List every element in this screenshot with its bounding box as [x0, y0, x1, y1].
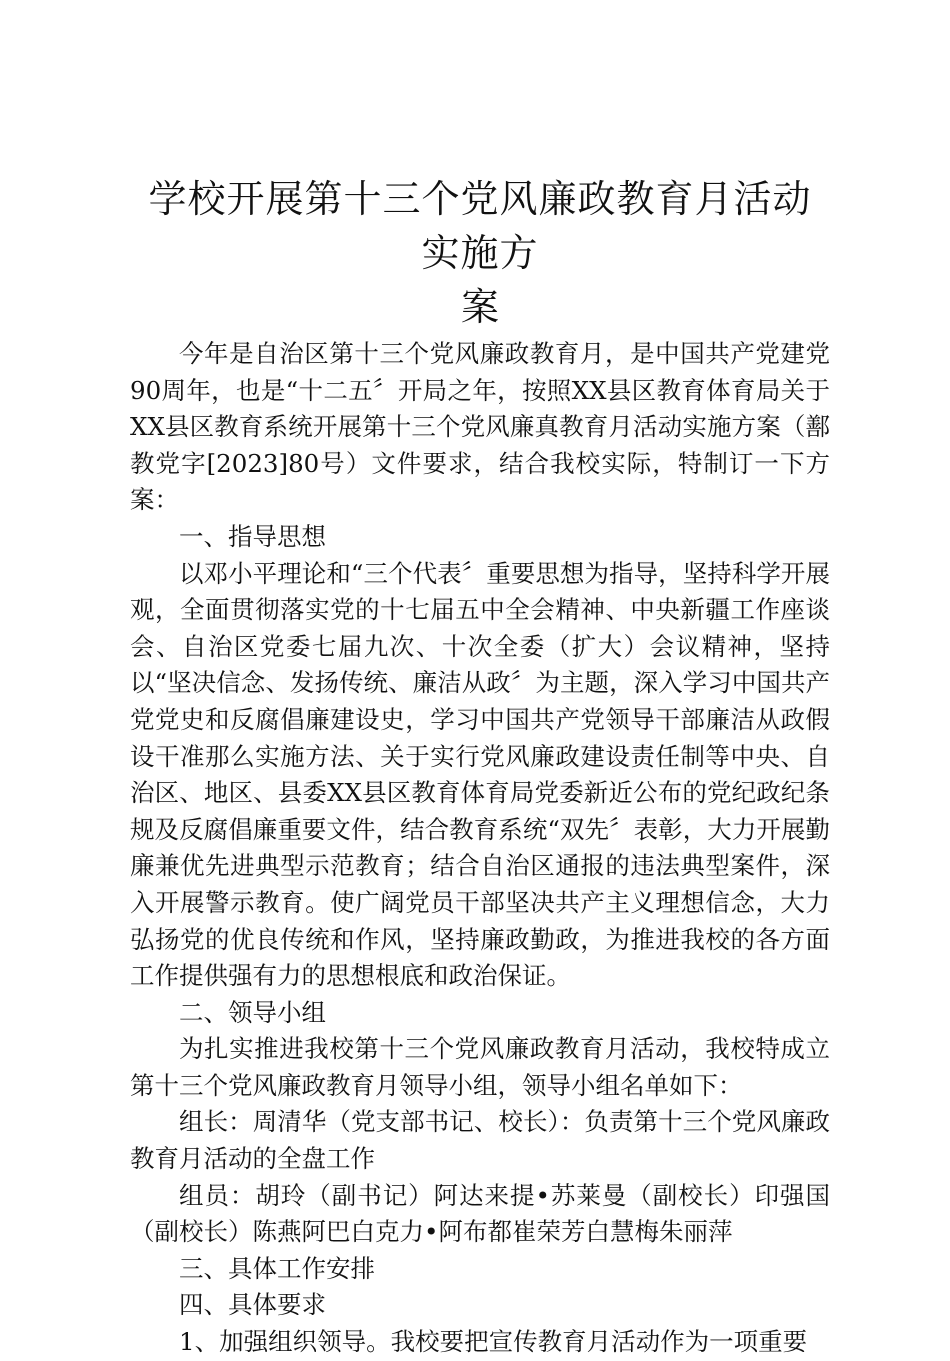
document-body: [130, 336, 830, 1361]
section-heading-work-arrangement: 三、具体工作安排: [179, 1253, 375, 1283]
requirement-item-1: 1、加强组织领导。我校要把宣传教育月活动作为一项重要: [179, 1327, 808, 1357]
intro-paragraph: 今年是自治区第十三个党风廉政教育月，是中国共产党建党90周年，也是“十二五〞开局之年，按照XX县区教育体育局关于XX县区教育系统开展第十三个党风廉真教育月活动实施方案（鄯教党字[2023]80号）文件要求，结合我校实际，特制订一下方案：: [130, 339, 830, 515]
group-members-paragraph: 组员：胡玲（副书记）阿达来提•苏莱曼（副校长）印强国（副校长）陈燕阿巴白克力•阿布都崔荣芳白慧梅朱丽萍: [130, 1180, 830, 1247]
document-title: [130, 172, 830, 334]
leadership-group-paragraph: 为扎实推进我校第十三个党风廉政教育月活动，我校特成立第十三个党风廉政教育月领导小组，领导小组名单如下：: [130, 1034, 830, 1100]
title-line-2: 案: [460, 285, 499, 329]
title-line-1: 学校开展第十三个党风廉政教育月活动实施方: [148, 177, 812, 275]
section-heading-guiding-ideology: 一、指导思想: [179, 521, 326, 551]
guiding-ideology-paragraph: 以邓小平理论和“三个代表〞重要思想为指导，坚持科学开展观，全面贯彻落实党的十七届五中全会精神、中央新疆工作座谈会、自治区党委七届九次、十次全委（扩大）会议精神，坚持以“坚决信念、发扬传统、廉洁从政〞为主题，深入学习中国共产党党史和反腐倡廉建设史，学习中国共产党领导干部廉洁从政假设干准那么实施方法、关于实行党风廉政建设责任制等中央、自治区、地区、县委XX县区教育体育局党委新近公布的党纪政纪条规及反腐倡廉重要文件，结合教育系统“双先〞表彰，大力开展勤廉兼优先进典型示范教育；结合自治区通报的违法典型案件，深入开展警示教育。使广阔党员干部坚决共产主义理想信念，大力弘扬党的优良传统和作风，坚持廉政勤政，为推进我校的各方面工作提供强有力的思想根底和政治保证。: [130, 558, 830, 991]
section-heading-requirements: 四、具体要求: [179, 1290, 326, 1320]
group-leader-paragraph: 组长：周清华（党支部书记、校长）：负责第十三个党风廉政教育月活动的全盘工作: [130, 1107, 830, 1174]
section-heading-leadership-group: 二、领导小组: [179, 997, 326, 1027]
